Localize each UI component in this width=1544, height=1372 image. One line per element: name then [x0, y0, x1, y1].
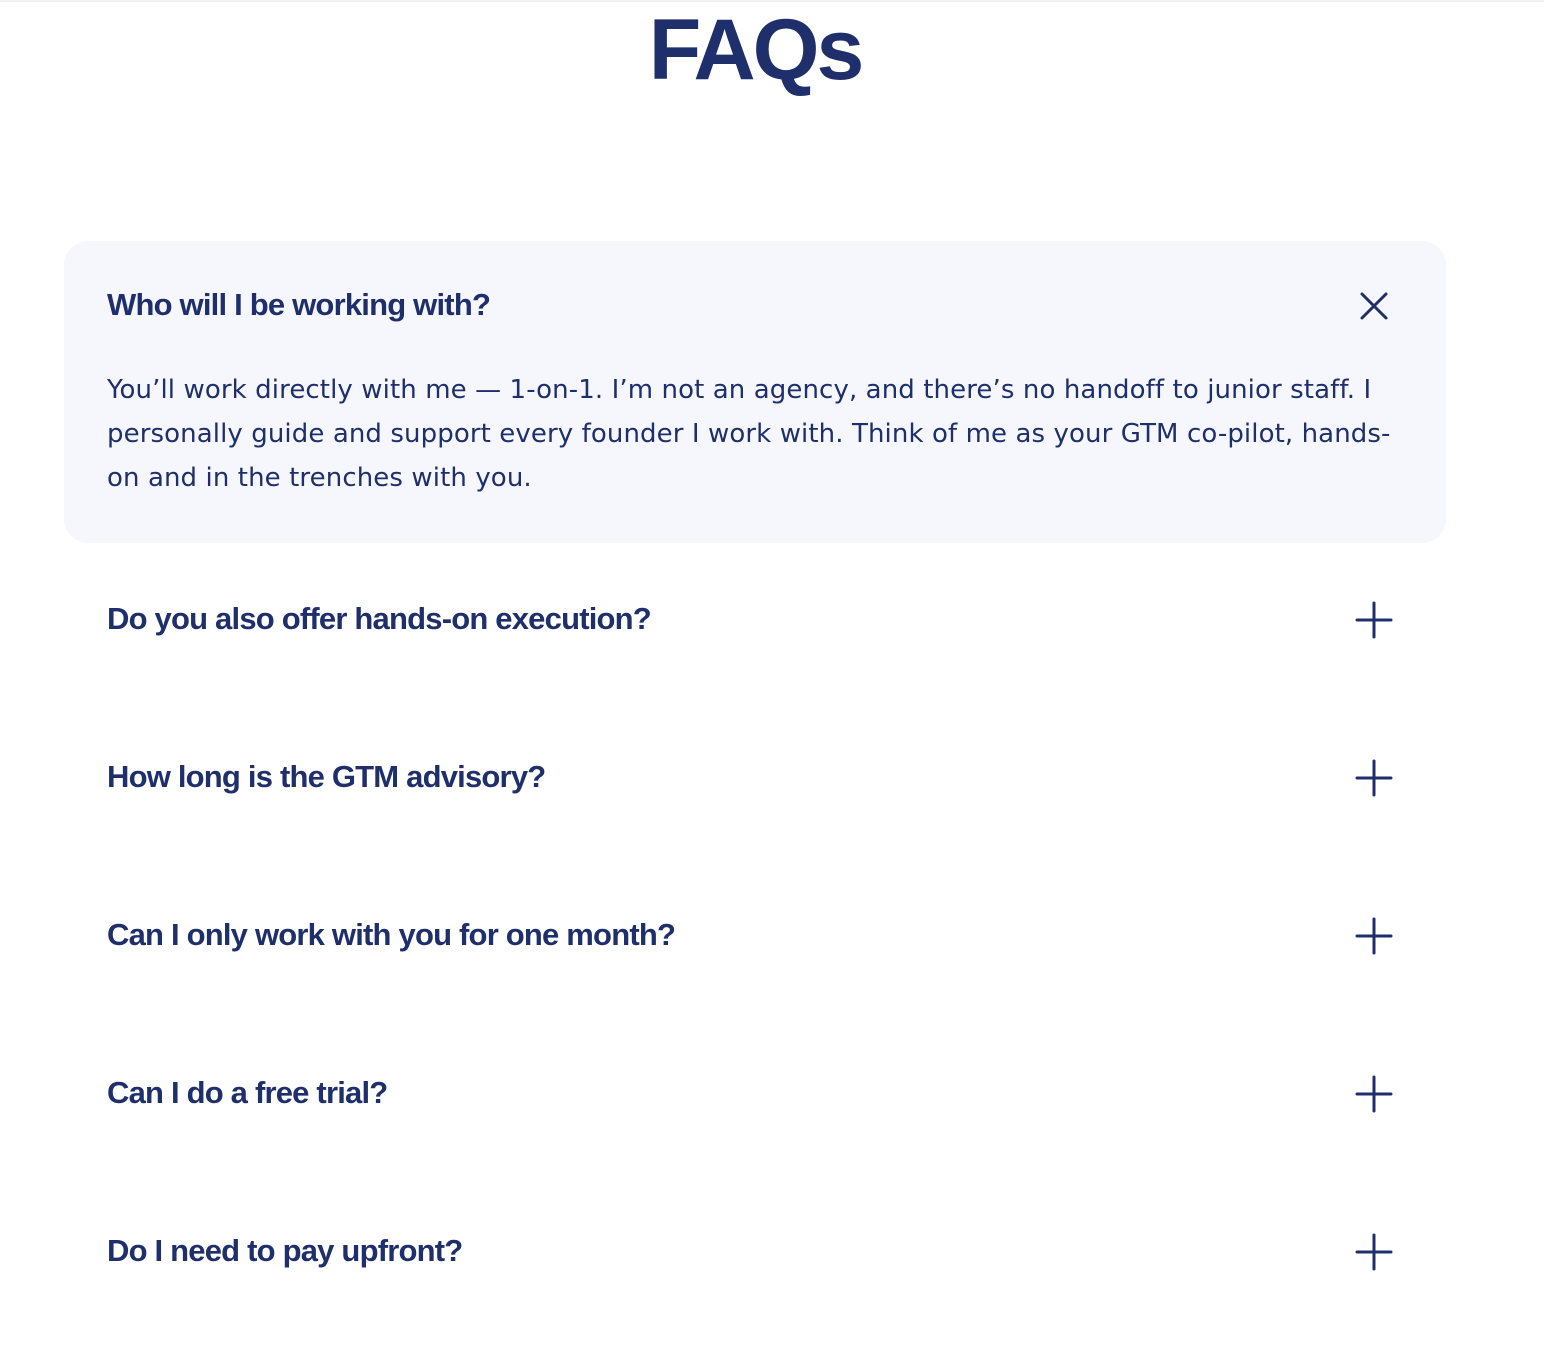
faq-item-advisory-length: [64, 739, 1446, 897]
plus-icon[interactable]: [1354, 600, 1394, 640]
plus-icon[interactable]: [1354, 1232, 1394, 1272]
plus-icon[interactable]: [1354, 916, 1394, 956]
faq-item-hands-on-execution: [64, 581, 1446, 739]
faq-question[interactable]: Can I do a free trial?: [107, 1075, 388, 1110]
faq-question[interactable]: Can I only work with you for one month?: [107, 917, 676, 952]
faq-question[interactable]: Who will I be working with?: [107, 287, 491, 322]
faq-item-one-month: [64, 897, 1446, 1055]
plus-icon[interactable]: [1354, 1074, 1394, 1114]
faq-question[interactable]: Do you also offer hands-on execution?: [107, 601, 651, 636]
page-title: FAQs: [648, 2, 862, 98]
faq-item-working-with: [64, 241, 1446, 543]
plus-icon[interactable]: [1354, 758, 1394, 798]
faq-question[interactable]: Do I need to pay upfront?: [107, 1233, 463, 1268]
faq-list: [64, 241, 1446, 1371]
faq-item-free-trial: [64, 1055, 1446, 1213]
faq-question[interactable]: How long is the GTM advisory?: [107, 759, 546, 794]
faq-item-pay-upfront: [64, 1213, 1446, 1371]
close-icon[interactable]: [1354, 286, 1394, 326]
faq-answer: You’ll work directly with me — 1-on-1. I’m not an agency, and there’s no handoff to junior staff. I personally guide and support every founder I work with. Think of me as your GTM co-pilot, hands-on and in the trenches with you.: [107, 375, 1391, 493]
